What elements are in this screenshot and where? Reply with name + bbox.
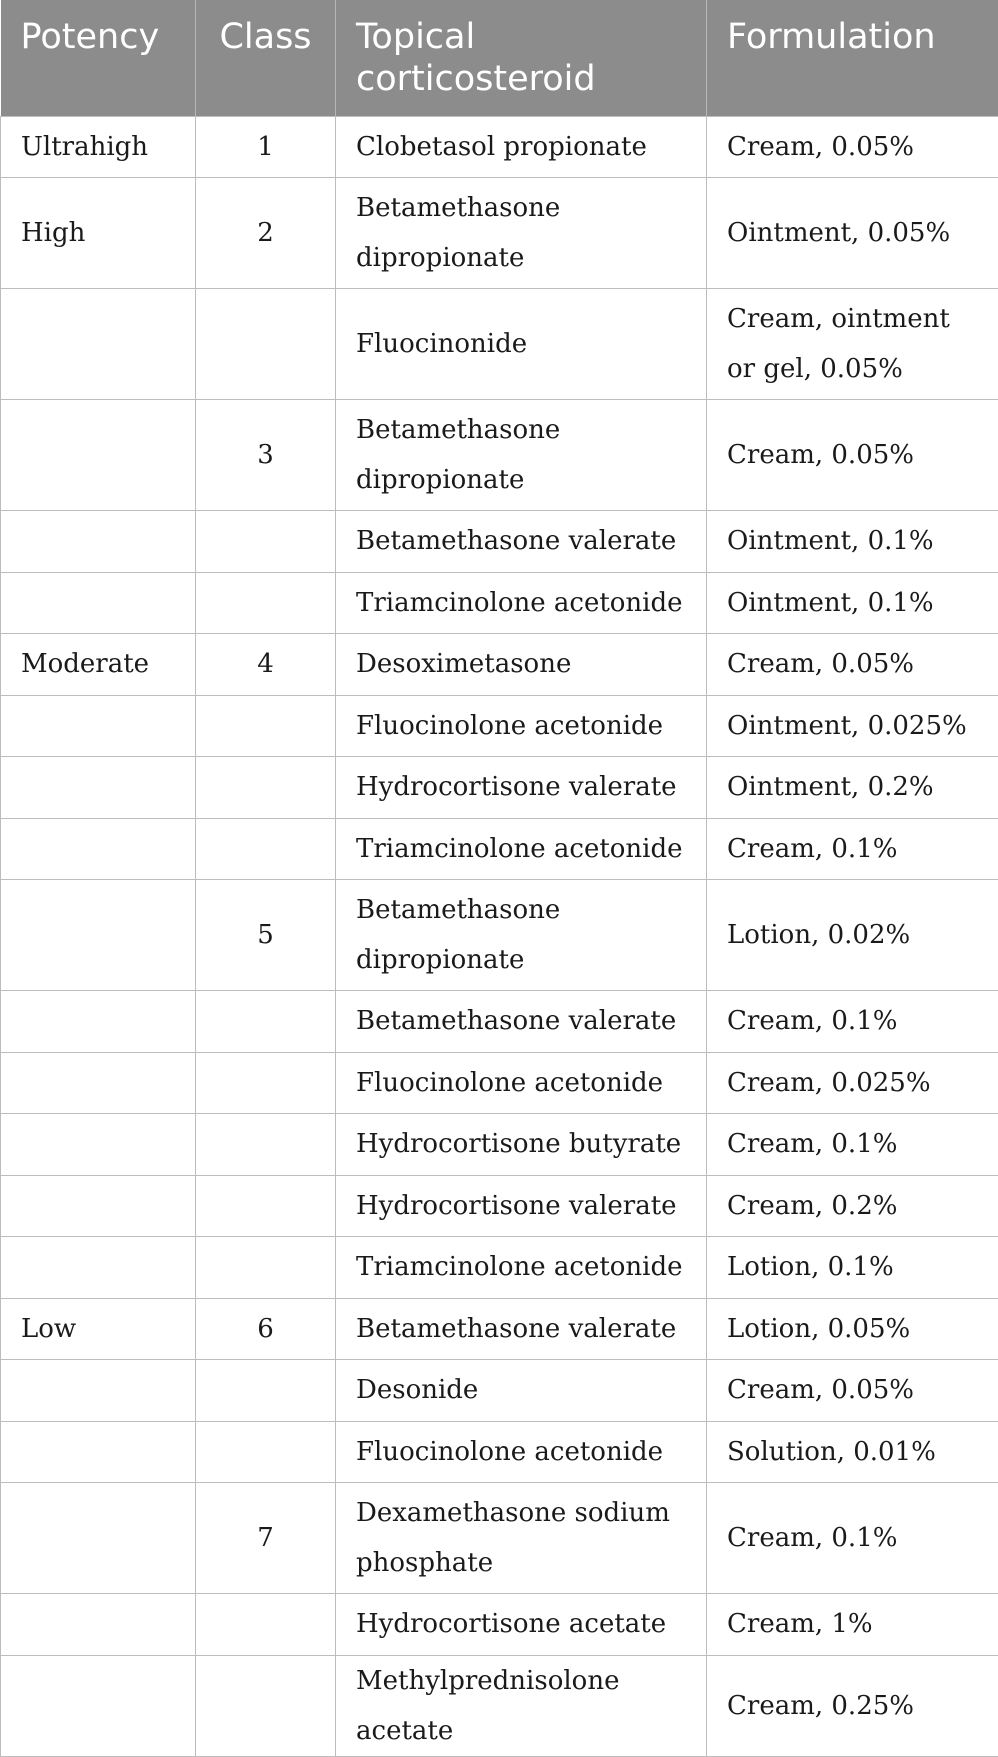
formulation-cell: Cream, 0.1% xyxy=(707,818,998,880)
steroid-cell: Hydrocortisone butyrate xyxy=(336,1114,707,1176)
table-row xyxy=(1,695,998,757)
steroid-cell: Fluocinolone acetonide xyxy=(336,1052,707,1114)
steroid-cell: Betamethasone dipropionate xyxy=(336,178,707,289)
potency-cell xyxy=(1,880,196,991)
steroid-cell: Triamcinolone acetonide xyxy=(336,1237,707,1299)
class-cell: 7 xyxy=(196,1483,336,1594)
header-row xyxy=(1,0,998,116)
table-row xyxy=(1,880,998,991)
formulation-cell: Cream, 0.2% xyxy=(707,1175,998,1237)
potency-cell xyxy=(1,1655,196,1756)
potency-cell xyxy=(1,1052,196,1114)
table-row xyxy=(1,757,998,819)
class-cell xyxy=(196,511,336,573)
formulation-cell: Cream, 0.05% xyxy=(707,1360,998,1422)
steroid-cell: Hydrocortisone acetate xyxy=(336,1594,707,1656)
class-cell xyxy=(196,1237,336,1299)
class-cell xyxy=(196,757,336,819)
table-body xyxy=(1,116,998,1756)
table-row xyxy=(1,991,998,1053)
formulation-cell: Cream, 0.05% xyxy=(707,634,998,696)
steroid-cell: Clobetasol propionate xyxy=(336,116,707,178)
class-cell: 6 xyxy=(196,1298,336,1360)
steroid-cell: Hydrocortisone valerate xyxy=(336,1175,707,1237)
table-row xyxy=(1,634,998,696)
steroid-cell: Betamethasone valerate xyxy=(336,511,707,573)
table-row xyxy=(1,1594,998,1656)
steroid-cell: Fluocinolone acetonide xyxy=(336,1421,707,1483)
steroid-cell: Triamcinolone acetonide xyxy=(336,818,707,880)
table-row xyxy=(1,1298,998,1360)
steroid-cell: Desoximetasone xyxy=(336,634,707,696)
table-row xyxy=(1,511,998,573)
class-cell xyxy=(196,1052,336,1114)
steroid-cell: Betamethasone dipropionate xyxy=(336,880,707,991)
formulation-cell: Cream, 0.1% xyxy=(707,991,998,1053)
potency-cell: Low xyxy=(1,1298,196,1360)
class-cell xyxy=(196,289,336,400)
formulation-cell: Solution, 0.01% xyxy=(707,1421,998,1483)
potency-cell xyxy=(1,1114,196,1176)
class-cell xyxy=(196,1360,336,1422)
table-row xyxy=(1,1655,998,1756)
table-header xyxy=(1,0,998,116)
formulation-cell: Ointment, 0.1% xyxy=(707,572,998,634)
header-potency: Potency xyxy=(1,0,196,116)
class-cell xyxy=(196,1175,336,1237)
potency-cell xyxy=(1,1483,196,1594)
table-row xyxy=(1,1360,998,1422)
table-row xyxy=(1,400,998,511)
formulation-cell: Ointment, 0.05% xyxy=(707,178,998,289)
table-row xyxy=(1,1237,998,1299)
formulation-cell: Cream, 0.05% xyxy=(707,116,998,178)
class-cell xyxy=(196,572,336,634)
steroid-cell: Betamethasone valerate xyxy=(336,1298,707,1360)
table-row xyxy=(1,818,998,880)
steroid-cell: Fluocinolone acetonide xyxy=(336,695,707,757)
steroid-cell: Betamethasone valerate xyxy=(336,991,707,1053)
potency-cell xyxy=(1,572,196,634)
steroid-cell: Fluocinonide xyxy=(336,289,707,400)
table-row xyxy=(1,572,998,634)
potency-cell xyxy=(1,1421,196,1483)
formulation-cell: Ointment, 0.2% xyxy=(707,757,998,819)
table-row xyxy=(1,1175,998,1237)
potency-cell: High xyxy=(1,178,196,289)
potency-cell xyxy=(1,991,196,1053)
potency-cell xyxy=(1,400,196,511)
class-cell: 5 xyxy=(196,880,336,991)
formulation-cell: Lotion, 0.05% xyxy=(707,1298,998,1360)
class-cell: 1 xyxy=(196,116,336,178)
steroid-cell: Methylprednisolone acetate xyxy=(336,1655,707,1756)
steroid-cell: Betamethasone dipropionate xyxy=(336,400,707,511)
class-cell xyxy=(196,1655,336,1756)
class-cell: 3 xyxy=(196,400,336,511)
potency-cell xyxy=(1,695,196,757)
potency-cell: Moderate xyxy=(1,634,196,696)
header-formulation: Formulation xyxy=(707,0,998,116)
potency-cell xyxy=(1,1175,196,1237)
class-cell xyxy=(196,1421,336,1483)
potency-cell xyxy=(1,1594,196,1656)
potency-cell xyxy=(1,757,196,819)
formulation-cell: Lotion, 0.02% xyxy=(707,880,998,991)
formulation-cell: Cream, ointment or gel, 0.05% xyxy=(707,289,998,400)
potency-cell xyxy=(1,511,196,573)
class-cell xyxy=(196,818,336,880)
potency-cell: Ultrahigh xyxy=(1,116,196,178)
class-cell xyxy=(196,1114,336,1176)
formulation-cell: Cream, 1% xyxy=(707,1594,998,1656)
potency-cell xyxy=(1,289,196,400)
formulation-cell: Cream, 0.025% xyxy=(707,1052,998,1114)
table-row xyxy=(1,289,998,400)
formulation-cell: Cream, 0.25% xyxy=(707,1655,998,1756)
table-row xyxy=(1,1052,998,1114)
formulation-cell: Ointment, 0.1% xyxy=(707,511,998,573)
formulation-cell: Cream, 0.1% xyxy=(707,1114,998,1176)
potency-cell xyxy=(1,1360,196,1422)
class-cell xyxy=(196,695,336,757)
header-topical-corticosteroid: Topical corticosteroid xyxy=(336,0,707,116)
table-row xyxy=(1,116,998,178)
formulation-cell: Cream, 0.1% xyxy=(707,1483,998,1594)
steroid-cell: Triamcinolone acetonide xyxy=(336,572,707,634)
class-cell xyxy=(196,1594,336,1656)
formulation-cell: Cream, 0.05% xyxy=(707,400,998,511)
steroid-cell: Hydrocortisone valerate xyxy=(336,757,707,819)
table-row xyxy=(1,1114,998,1176)
potency-cell xyxy=(1,1237,196,1299)
steroid-cell: Desonide xyxy=(336,1360,707,1422)
header-class: Class xyxy=(196,0,336,116)
table-row xyxy=(1,1483,998,1594)
class-cell: 4 xyxy=(196,634,336,696)
steroid-cell: Dexamethasone sodium phosphate xyxy=(336,1483,707,1594)
formulation-cell: Lotion, 0.1% xyxy=(707,1237,998,1299)
table-row xyxy=(1,178,998,289)
potency-cell xyxy=(1,818,196,880)
class-cell: 2 xyxy=(196,178,336,289)
formulation-cell: Ointment, 0.025% xyxy=(707,695,998,757)
class-cell xyxy=(196,991,336,1053)
table-row xyxy=(1,1421,998,1483)
